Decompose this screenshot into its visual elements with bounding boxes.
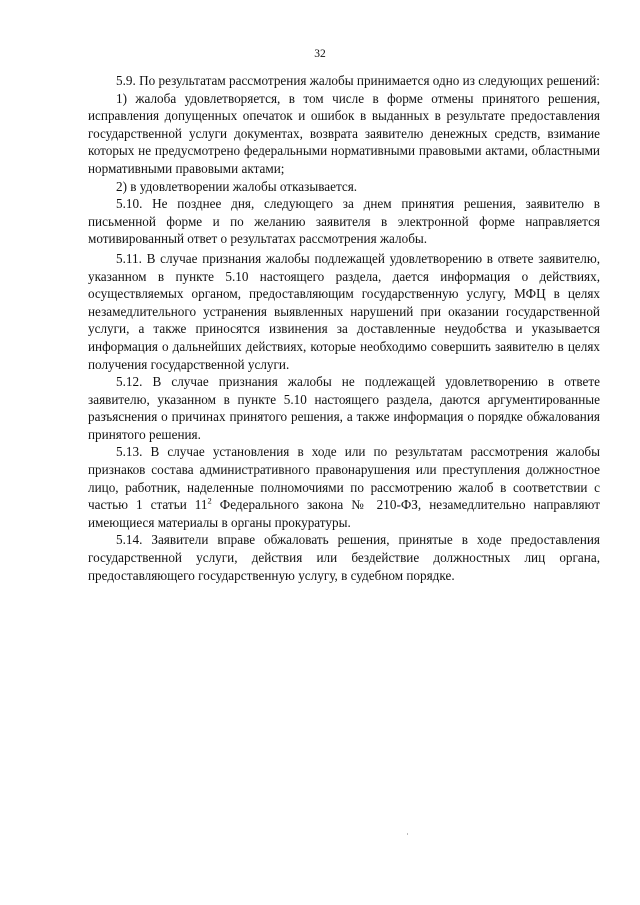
paragraph-5-9: 5.9. По результатам рассмотрения жалобы принимается одно из следующих решений:: [116, 73, 600, 88]
paragraph-5-10: 5.10. Не позднее дня, следующего за днем принятия решения, заявителю в письменной форме и по желанию заявителя в электронной форме направляется мотивированный ответ о результатах рассмотрения жалобы.: [88, 196, 600, 247]
paragraph-5-13-text-end: Федерального закона № 210-ФЗ, незамедлительно направляют имеющиеся материалы в органы прокуратуры.: [88, 497, 600, 530]
paragraph-5-13-text-start: 5.13. В случае установления в ходе или по результатам рассмотрения жалобы признаков состава административного правонарушения или преступления должностное лицо, работник, наделенные полномочиями по рассмотрению жалоб в соответствии с частью 1 статьи 11: [88, 444, 600, 513]
document-body: [88, 72, 600, 584]
paragraph-5-14: 5.14. Заявители вправе обжаловать решения, принятые в ходе предоставления государственной услуги, действия или бездействие должностных лиц органа, предоставляющего государственную услугу, в судебном порядке.: [88, 532, 600, 583]
scan-speck: [407, 833, 408, 835]
paragraph-5-9-item-2: 2) в удовлетворении жалобы отказывается.: [116, 178, 358, 194]
paragraph-5-9-item-1: 1) жалоба удовлетворяется, в том числе в форме отмены принятого решения, исправления допущенных опечаток и ошибок в выданных в результате предоставления государственной услуги документах, возврата заявителю денежных средств, взимание которых не предусмотрено федеральными нормативными правовыми актами, областными нормативными правовыми актами;: [88, 90, 600, 176]
paragraph-5-13: [88, 443, 600, 531]
paragraph-5-12: 5.12. В случае признания жалобы не подлежащей удовлетворению в ответе заявителю, указанном в пункте 5.10 настоящего раздела, даются аргументированные разъяснения о причинах принятого решения, а также информация о порядке обжалования принятого решения.: [88, 374, 600, 442]
page-number: 32: [314, 48, 326, 60]
paragraph-5-11: 5.11. В случае признания жалобы подлежащей удовлетворению в ответе заявителю, указанном в пункте 5.10 настоящего раздела, дается информация о действиях, осуществляемых органом, предоставляющим государственную услугу, МФЦ в целях незамедлительного устранения выявленных нарушений при оказании государственной услуги, а также приносятся извинения за доставленные неудобства и указывается информация о дальнейших действиях, которые необходимо совершить заявителю в целях получения государственной услуги.: [88, 250, 600, 372]
article-superscript: 2: [207, 495, 212, 506]
